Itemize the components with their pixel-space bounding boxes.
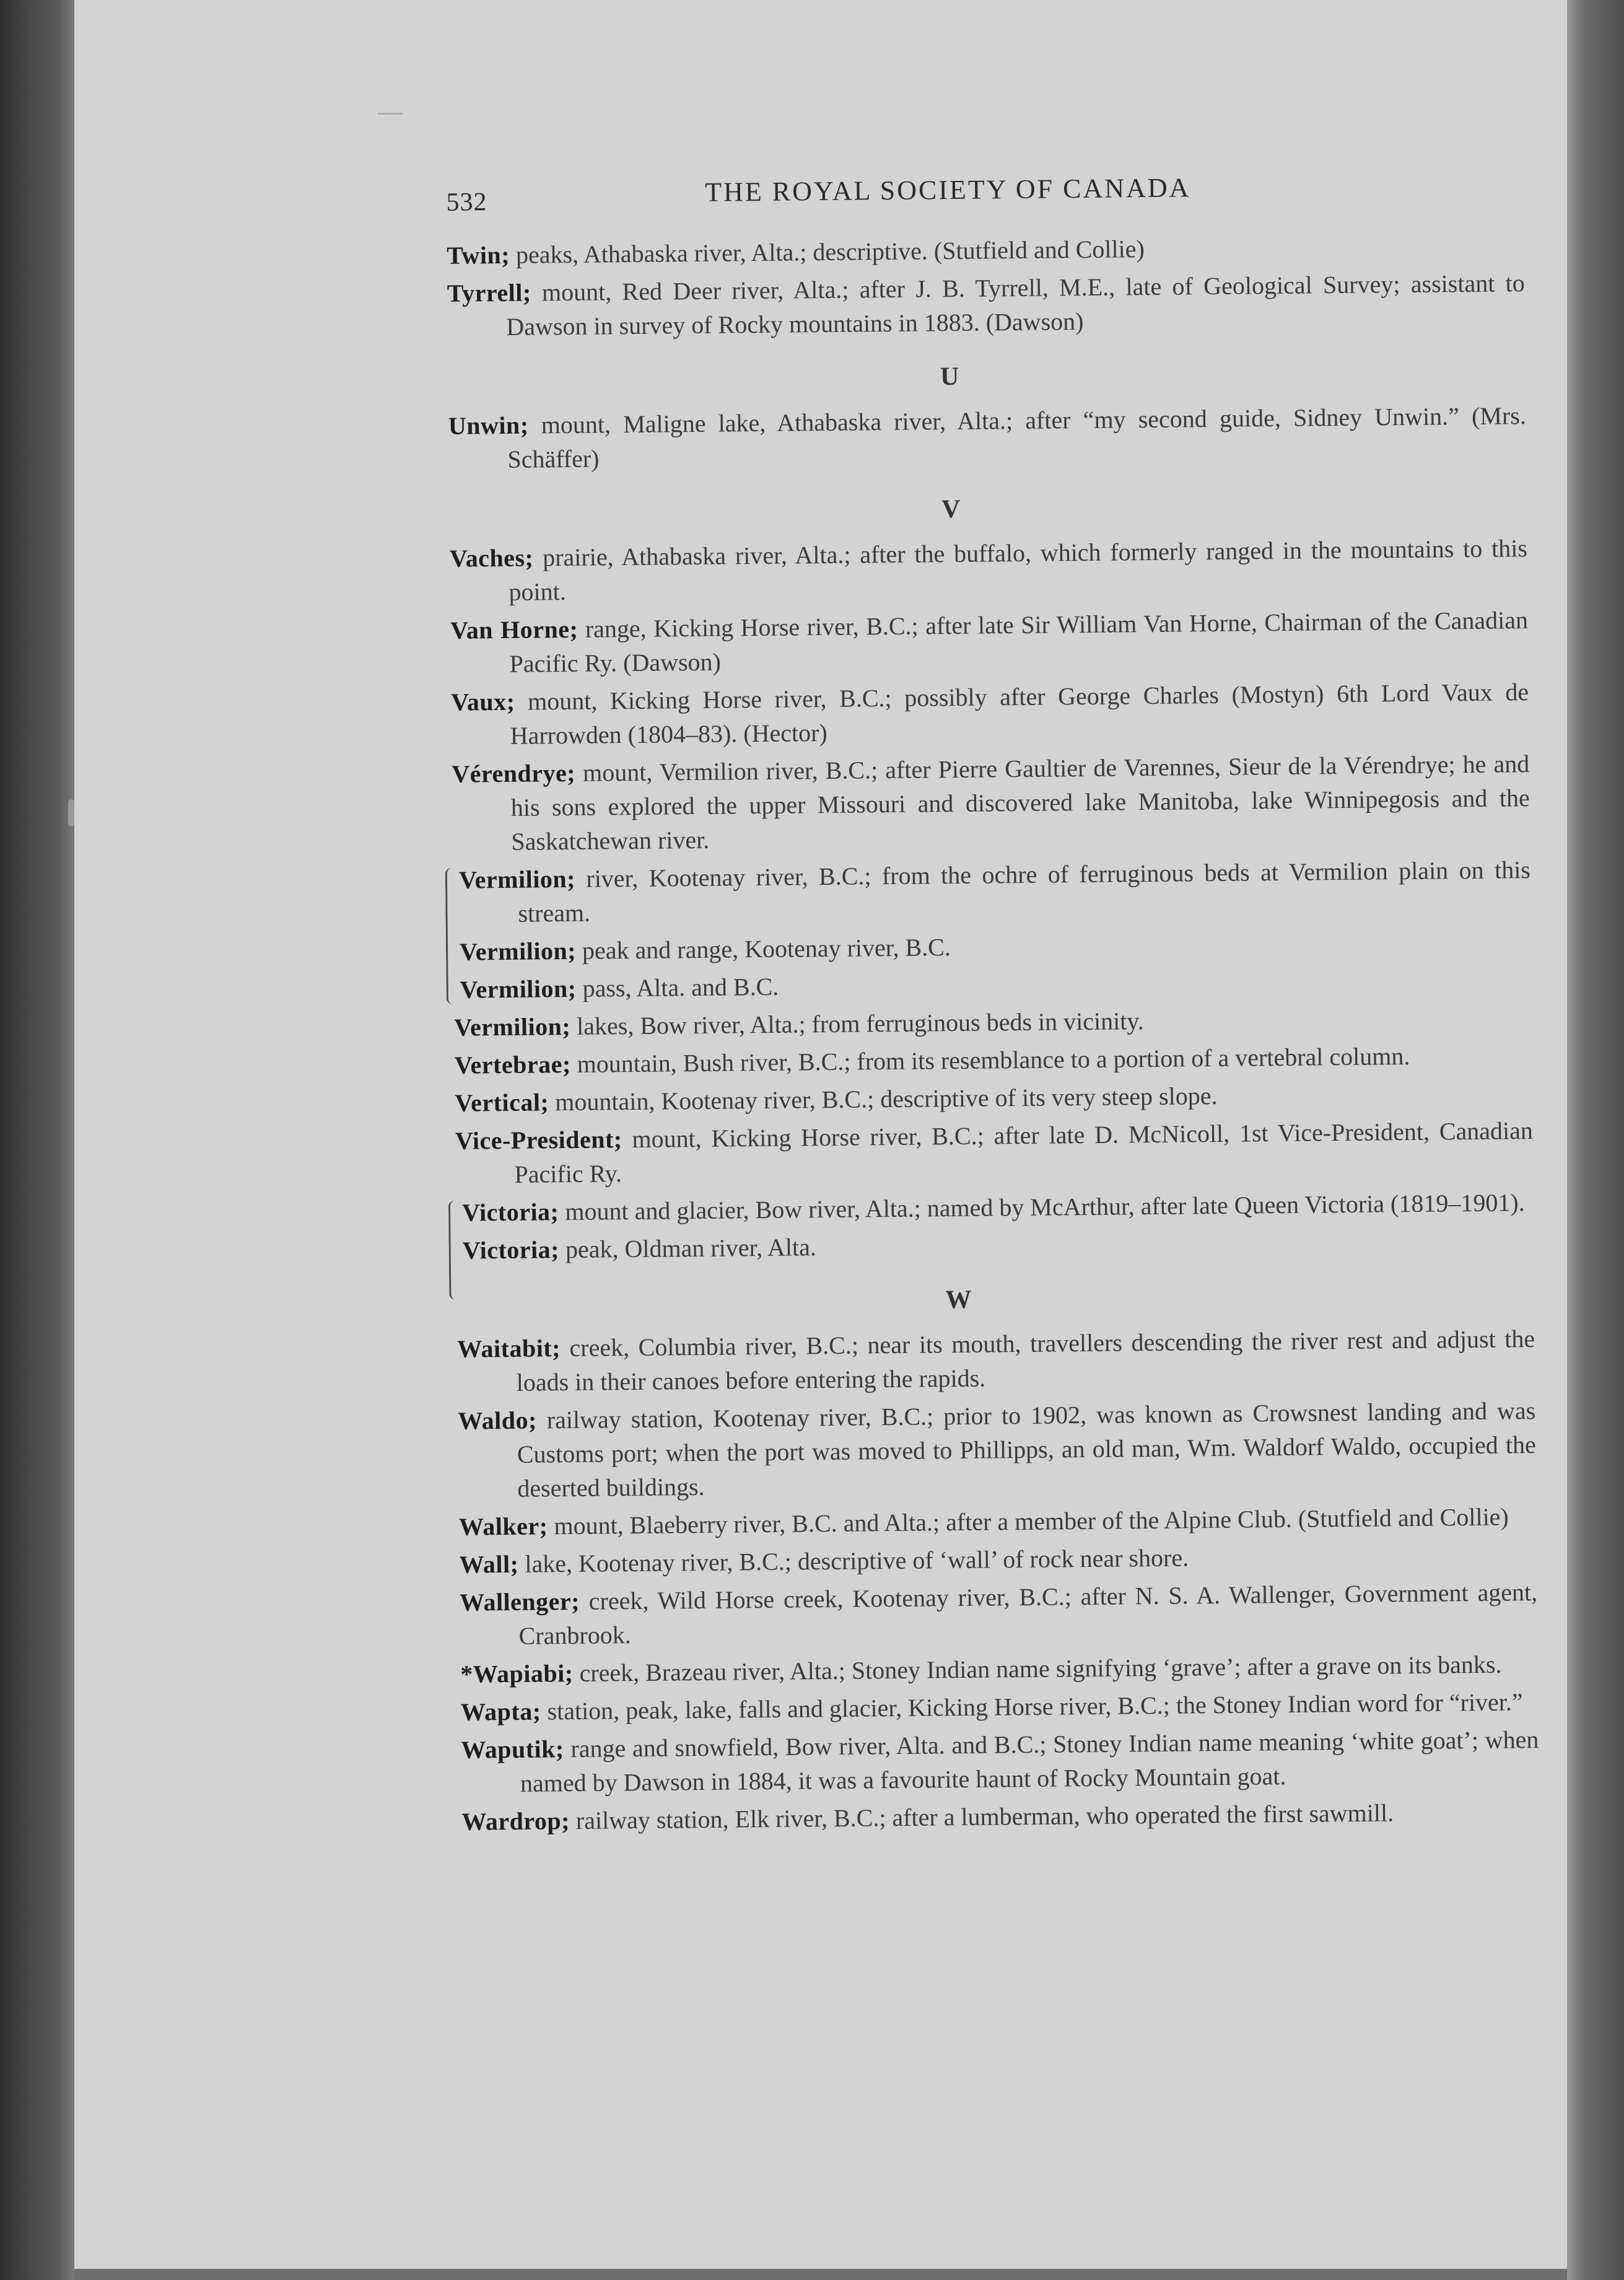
list-item [383,1393,1536,1507]
list-item [385,1499,1537,1545]
entry-text: river, Kootenay river, B.C.; from the ochre of ferruginous beds at Vermilion plain on this stream. [518,856,1531,927]
list-item [381,1113,1534,1193]
entry-text: peaks, Athabaska river, Alta.; descriptive. (Stutfield and Collie) [515,235,1145,269]
entry-text: range, Kicking Horse river, B.C.; after late Sir William Van Horne, Chairman of the Canadian Pacific Ry. (Dawson) [509,606,1529,678]
list-item [387,1794,1539,1839]
entry-text: lake, Kootenay river, B.C.; descriptive of ‘wall’ of rock near shore. [525,1543,1189,1578]
entry-headword: Vaux; [450,687,515,716]
list-item [382,1223,1534,1268]
list-item [382,1185,1534,1230]
entry-text: creek, Brazeau river, Alta.; Stoney Indian name signifying ‘grave’; after a grave on its banks. [579,1650,1502,1687]
entry-headword: Waitabit; [457,1334,561,1363]
list-item [380,1076,1532,1121]
entry-headword: Unwin; [448,411,529,440]
list-item [385,1537,1537,1582]
entry-headword: Wall; [459,1550,519,1579]
entry-headword: Vermilion; [460,974,577,1004]
list-item [386,1647,1538,1692]
entry-headword: Vermilion; [458,864,576,894]
page-mark [378,113,403,115]
page-header [372,162,1524,235]
entry-headword: Vérendrye; [452,758,576,788]
gutter-speck [68,799,74,826]
entry-text: creek, Wild Horse creek, Kootenay river, B.C.; after N. S. A. Wallenger, Government agent, Cranbrook. [518,1578,1538,1650]
entries-v [375,531,1534,1268]
entry-text: mount and glacier, Bow river, Alta.; named by McArthur, after late Queen Victoria (1819–1901). [565,1188,1525,1226]
vermilion-group [378,853,1532,1007]
book-binding-shadow [0,0,74,2280]
entry-text: mountain, Kootenay river, B.C.; descriptive of its very steep slope. [555,1081,1218,1116]
list-item [376,603,1529,682]
entry-headword: Waputik; [461,1735,564,1764]
entry-text: range and snowfield, Bow river, Alta. and B.C.; Stoney Indian name meaning ‘white goat’; when named by Dawson in 1884, it was a favourite haunt of Rocky Mountain goat. [520,1725,1539,1797]
entry-text: mount, Kicking Horse river, B.C.; after late D. McNicoll, 1st Vice-President, Canadian Pacific Ry. [514,1116,1534,1188]
entry-text: creek, Columbia river, B.C.; near its mouth, travellers descending the river rest and adjust the loads in their canoes before entering the rapids. [516,1325,1535,1396]
list-item [386,1685,1539,1730]
entry-headword: Wapta; [460,1697,541,1726]
section-heading-v: V [941,494,961,524]
entry-headword: Van Horne; [450,615,578,644]
entry-text: lakes, Bow river, Alta.; from ferruginous beds in vicinity. [576,1007,1144,1040]
entry-headword: Victoria; [462,1235,560,1265]
entry-headword: Waldo; [458,1406,538,1435]
entries-t [372,228,1526,345]
entry-text: mount, Red Deer river, Alta.; after J. B. Tyrrell, M.E., late of Geological Survey; assistant to Dawson in survey of Rocky mountains in 1883. (Dawson) [506,269,1525,341]
entry-headword: Vertical; [455,1088,549,1117]
entry-text: pass, Alta. and B.C. [582,972,779,1002]
list-item [386,1722,1539,1802]
entry-headword: Wallenger; [459,1587,580,1616]
page-edge-bottom [74,2269,1567,2280]
entry-headword: Vermilion; [459,936,577,966]
list-item [380,1000,1532,1045]
list-item [377,747,1530,860]
section-heading-u: U [940,362,959,392]
entry-headword: Vermilion; [454,1012,571,1041]
entry-text: peak and range, Kootenay river, B.C. [582,933,951,965]
victoria-group [382,1185,1534,1268]
entry-headword: *Wapiabi; [460,1659,574,1688]
entry-text: prairie, Athabaska river, Alta.; after the buffalo, which formerly ranged in the mountains to this point. [509,534,1528,606]
entries-w [383,1322,1540,1839]
entry-headword: Victoria; [461,1198,559,1227]
entry-headword: Vice-President; [455,1125,622,1155]
entry-headword: Twin; [447,240,510,270]
page-content [372,162,1540,1843]
list-item [383,1322,1535,1401]
entry-headword: Tyrrell; [447,278,531,307]
entry-headword: Wardrop; [461,1807,570,1836]
entry-text: mount, Blaeberry river, B.C. and Alta.; after a member of the Alpine Club. (Stutfield and Collie) [554,1502,1509,1540]
entry-text: station, peak, lake, falls and glacier, Kicking Horse river, B.C.; the Stoney Indian word for “river.” [547,1688,1523,1725]
entry-text: railway station, Elk river, B.C.; after a lumberman, who operated the first sawmill. [575,1799,1394,1835]
list-item [372,228,1524,273]
entry-text: mount, Maligne lake, Athabaska river, Alta.; after “my second guide, Sidney Unwin.” (Mrs. Schäffer) [507,401,1527,473]
list-item [380,1038,1532,1083]
list-item [379,962,1531,1007]
list-item [385,1575,1538,1654]
list-item [373,266,1526,345]
running-title: THE ROYAL SOCIETY OF CANADA [704,172,1191,208]
scanned-page [74,0,1567,2269]
list-item [375,531,1528,610]
entry-text: peak, Oldman river, Alta. [565,1233,817,1264]
page-edge-right [1567,0,1624,2280]
entry-text: mount, Vermilion river, B.C.; after Pierre Gaultier de Varennes, Sieur de la Vérendrye; he and his sons explored the upper Missouri and discovered lake Manitoba, lake Winnipegosis and the Saskatchewan river. [510,750,1530,856]
list-item [378,853,1531,932]
entry-headword: Walker; [458,1512,548,1541]
entry-headword: Vaches; [449,543,534,572]
entry-text: mount, Kicking Horse river, B.C.; possibly after George Charles (Mostyn) 6th Lord Vaux de Harrowden (1804–83). (Hector) [510,678,1529,750]
list-item [374,398,1527,478]
list-item [377,675,1529,754]
section-heading-w: W [945,1285,972,1315]
entry-headword: Vertebrae; [454,1050,571,1079]
page-number: 532 [446,188,487,217]
entry-text: railway station, Kootenay river, B.C.; prior to 1902, was known as Crowsnest landing and was Customs port; when the port was moved to Phillipps, an old man, Wm. Waldorf Waldo, occupied the deserted buildings. [517,1396,1536,1502]
entries-u [374,398,1527,478]
list-item [379,924,1531,970]
entry-text: mountain, Bush river, B.C.; from its resemblance to a portion of a vertebral column. [577,1041,1410,1078]
